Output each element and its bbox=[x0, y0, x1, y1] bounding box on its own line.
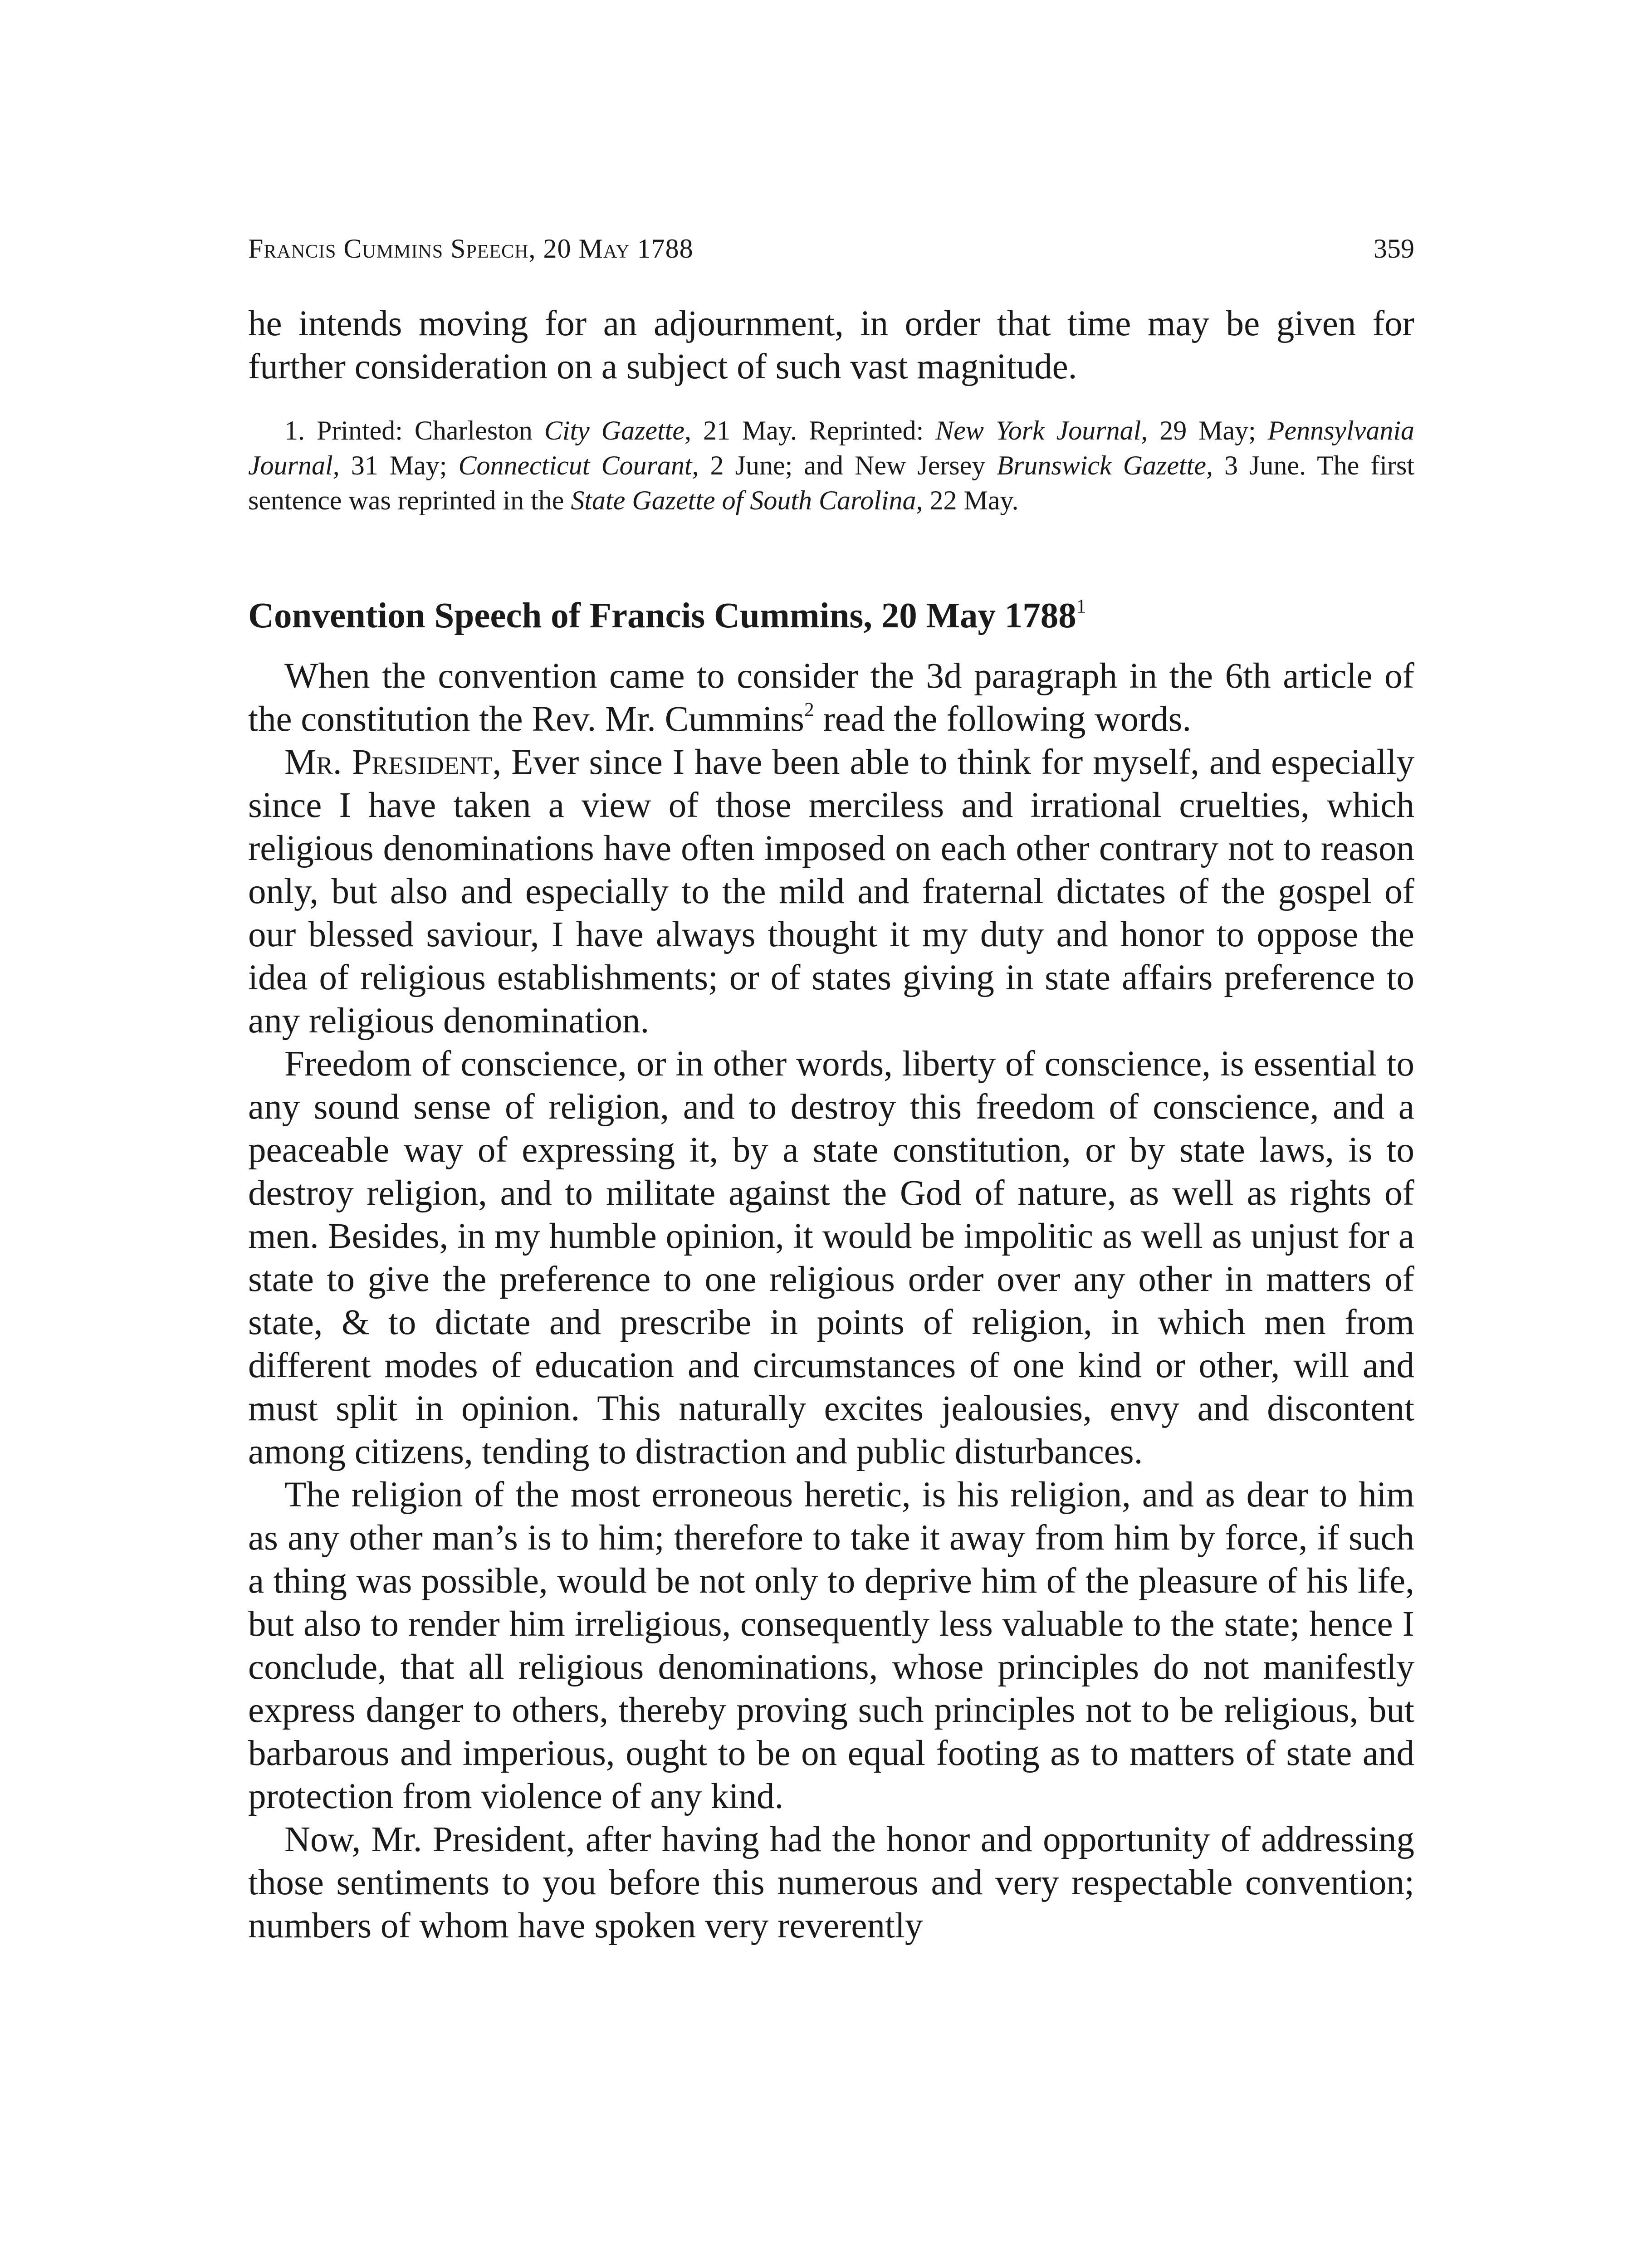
newspaper-title: State Gazette of South Carolina, bbox=[571, 485, 923, 515]
speech-paragraph bbox=[248, 741, 1414, 1042]
document-page bbox=[248, 227, 1414, 1947]
newspaper-title: Pennsylvania Journal, bbox=[248, 415, 1415, 480]
section-heading bbox=[248, 594, 1414, 637]
newspaper-title: City Gazette, bbox=[544, 415, 692, 445]
paragraph-text: When the convention came to consider the 3d paragraph in the 6th article of the constitution the Rev. Mr. Cummins bbox=[248, 656, 1414, 739]
footnote-text: 21 May. Reprinted: bbox=[703, 415, 924, 445]
footnote-text: Printed: Charleston bbox=[316, 415, 533, 445]
footnote-text: 3 June. The first sentence was reprinted in the bbox=[248, 450, 1415, 515]
footnote-text: 31 May; bbox=[351, 450, 447, 480]
footnote-text: 2 June; and New Jersey bbox=[710, 450, 986, 480]
paragraph-text: read the following words. bbox=[823, 699, 1192, 739]
footnote-1 bbox=[248, 413, 1414, 518]
footnote-reference: 1 bbox=[1076, 595, 1086, 617]
speech-paragraph: Freedom of conscience, or in other words, liberty of conscience, is essential to any sound sense of religion, and to destroy this freedom of conscience, and a peaceable way of expressing it, by a state constitution, or by state laws, is to destroy religion, and to militate against the God of nature, as well as rights of men. Besides, in my humble opinion, it would be impolitic as well as unjust for a state to give the preference to one religious order over any other in matters of state, & to dictate and prescribe in points of religion, in which men from different modes of education and circumstances of one kind or other, will and must split in opinion. This naturally excites jealousies, envy and discontent among citizens, tending to distraction and public disturbances. bbox=[248, 1044, 1414, 1471]
speech-salutation: Mr. President, bbox=[284, 743, 502, 782]
newspaper-title: Brunswick Gazette, bbox=[997, 450, 1213, 480]
intro-paragraph bbox=[248, 655, 1414, 741]
running-head-title: Francis Cummins Speech, 20 May 1788 bbox=[248, 234, 694, 264]
carryover-paragraph: he intends moving for an adjournment, in order that time may be given for further consideration on a subject of such vast magnitude. bbox=[248, 304, 1414, 386]
running-head bbox=[248, 227, 1414, 270]
speech-paragraph: The religion of the most erroneous heretic, is his religion, and as dear to him as any other man’s is to him; therefore to take it away from him by force, if such a thing was possible, would be not only to deprive him of the pleasure of his life, but also to render him irreligious, consequently less valuable to the state; hence I conclude, that all religious denominations, whose principles do not manifestly express danger to others, thereby proving such principles not to be religious, but barbarous and imperious, ought to be on equal footing as to matters of state and protection from violence of any kind. bbox=[248, 1475, 1414, 1816]
footnote-text: 29 May; bbox=[1159, 415, 1256, 445]
footnote-number: 1. bbox=[284, 415, 305, 445]
newspaper-title: Connecticut Courant, bbox=[458, 450, 699, 480]
section-heading-text: Convention Speech of Francis Cummins, 20 May 1788 bbox=[248, 596, 1076, 635]
speech-paragraph: Now, Mr. President, after having had the honor and opportunity of addressing those sentiments to you before this numerous and very respectable convention; numbers of whom have spoken very reverently bbox=[248, 1820, 1414, 1945]
footnote-text: 22 May. bbox=[929, 485, 1019, 515]
page-number: 359 bbox=[1374, 234, 1414, 264]
newspaper-title: New York Journal, bbox=[935, 415, 1148, 445]
paragraph-text: Ever since I have been able to think for myself, and especially since I have taken a view of those merciless and irrational cruelties, which religious denominations have often imposed on each other contrary not to reason only, but also and especially to the mild and fraternal dictates of the gospel of our blessed saviour, I have always thought it my duty and honor to oppose the idea of religious establishments; or of states giving in state affairs preference to any religious denomination. bbox=[248, 743, 1414, 1041]
footnote-reference: 2 bbox=[804, 699, 814, 721]
